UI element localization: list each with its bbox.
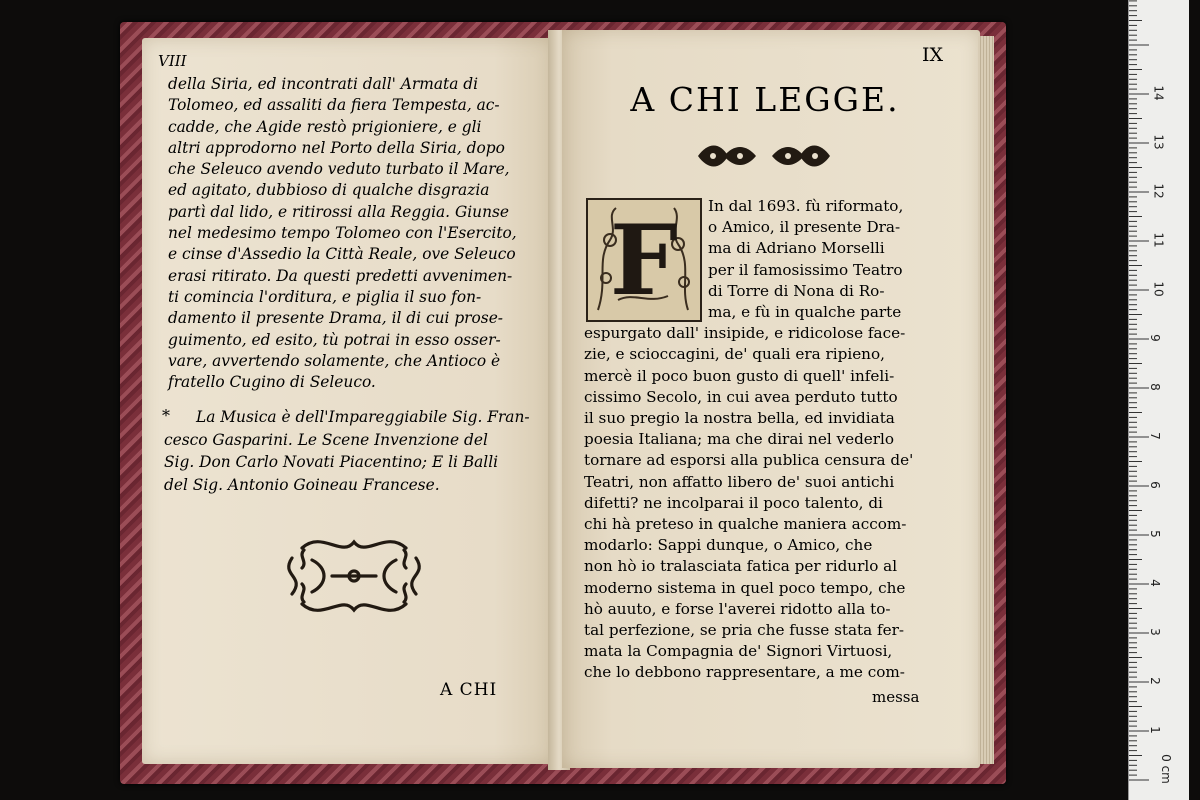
text-line: hò auuto, e forse l'averei ridotto alla to- <box>584 599 891 618</box>
text-line: ti comincia l'orditura, e piglia il suo fon- <box>168 287 482 306</box>
ruler-number: 14 <box>1151 85 1166 101</box>
text-line: nel medesimo tempo Tolomeo con l'Esercito, <box>168 224 517 243</box>
left-body-text <box>168 74 538 393</box>
text-line: espurgato dall' insipide, e ridicolose face- <box>584 324 906 343</box>
page-title: A CHI LEGGE. <box>630 80 900 119</box>
left-page-number: VIII <box>158 52 187 70</box>
text-line: mercè il poco buon gusto di quell' infeli- <box>584 366 895 385</box>
text-line: della Siria, ed incontrati dall' Armata di <box>168 75 479 93</box>
text-line: mata la Compagnia de' Signori Virtuosi, <box>584 642 893 661</box>
ruler-number: 11 <box>1151 232 1166 248</box>
dropcap-letter: F <box>609 204 679 317</box>
ruler-number: 6 <box>1147 481 1162 489</box>
text-line: In dal 1693. fù riformato, <box>708 197 904 215</box>
text-line: ma, e fù in qualche parte <box>708 303 902 322</box>
asterisk-mark: * <box>162 406 170 425</box>
text-line: guimento, ed esito, tù potrai in esso osser- <box>168 330 501 349</box>
ruler-number: 10 <box>1151 281 1166 297</box>
fleuron-band-ornament <box>694 138 834 174</box>
text-line: chi hà preteso in qualche maniera accom- <box>584 515 907 534</box>
text-line: tal perfezione, se pria che fusse stata fer- <box>584 621 905 640</box>
text-line: non hò io tralasciata fatica per ridurlo al <box>584 557 898 576</box>
text-line: fratello Cugino di Seleuco. <box>168 373 376 392</box>
page-edges <box>978 36 994 764</box>
text-line: per il famosissimo Teatro <box>708 260 903 279</box>
text-line: del Sig. Antonio Goineau Francese. <box>164 475 440 494</box>
text-line: difetti? ne incolparai il poco talento, di <box>584 493 883 512</box>
text-line: cadde, che Agide restò prigioniere, e gli <box>168 117 482 136</box>
right-catchword: messa <box>872 688 920 706</box>
right-page-number: IX <box>922 44 944 66</box>
ruler-number: 1 <box>1147 726 1162 734</box>
text-line: erasi ritirato. Da questi predetti avvenimen- <box>168 266 513 285</box>
ruler-number: 2 <box>1147 677 1162 685</box>
ruler-number: 7 <box>1147 432 1162 440</box>
text-line: o Amico, il presente Dra- <box>708 218 901 237</box>
text-line: di Torre di Nona di Ro- <box>708 281 885 300</box>
text-line: altri approdorno nel Porto della Siria, dopo <box>168 138 505 157</box>
right-body-text <box>584 196 946 684</box>
text-line: che Seleuco avendo veduto turbato il Mare, <box>168 160 510 179</box>
text-line: modarlo: Sappi dunque, o Amico, che <box>584 536 873 555</box>
text-line: partì dal lido, e ritirossi alla Reggia. Giunse <box>168 202 510 221</box>
left-catchword: A CHI <box>440 680 498 700</box>
text-line: cesco Gasparini. Le Scene Invenzione del <box>164 430 488 449</box>
fleuron-ornament <box>282 528 426 624</box>
text-line: moderno sistema in quel poco tempo, che <box>584 578 906 597</box>
ruler-number: 8 <box>1147 383 1162 391</box>
text-line: Teatri, non affatto libero de' suoi antichi <box>584 472 895 491</box>
text-line: cissimo Secolo, in cui avea perduto tutto <box>584 387 898 406</box>
text-line: vare, avvertendo solamente, che Antioco è <box>168 351 501 370</box>
ruler-number: 9 <box>1147 334 1162 342</box>
ruler-unit-label: 0 cm <box>1158 754 1173 784</box>
text-line: che lo debbono rappresentare, a me com- <box>584 663 905 682</box>
text-line: damento il presente Drama, il di cui prose- <box>168 309 504 328</box>
text-line: ed agitato, dubbioso di qualche disgrazia <box>168 181 490 200</box>
text-line: zie, e scioccagini, de' quali era ripieno, <box>584 345 885 364</box>
ruler-number: 4 <box>1147 579 1162 587</box>
ruler-number: 12 <box>1151 183 1166 199</box>
ruler-number: 5 <box>1147 530 1162 538</box>
text-line: e cinse d'Assedio la Città Reale, ove Seleuco <box>168 245 516 264</box>
ruler-number: 13 <box>1151 134 1166 150</box>
text-line: La Musica è dell'Impareggiabile Sig. Fran- <box>196 408 530 426</box>
measurement-ruler <box>1128 0 1189 800</box>
text-line: il suo pregio la nostra bella, ed invidiata <box>584 409 895 428</box>
ruler-number: 3 <box>1147 628 1162 636</box>
text-line: tornare ad esporsi alla publica censura de' <box>584 451 914 470</box>
text-line: Tolomeo, ed assaliti da fiera Tempesta, ac- <box>168 96 500 115</box>
credits-paragraph <box>164 406 544 496</box>
text-line: Sig. Don Carlo Novati Piacentino; E li Balli <box>164 453 499 471</box>
text-line: poesia Italiana; ma che dirai nel vederlo <box>584 430 895 449</box>
text-line: ma di Adriano Morselli <box>708 239 885 258</box>
